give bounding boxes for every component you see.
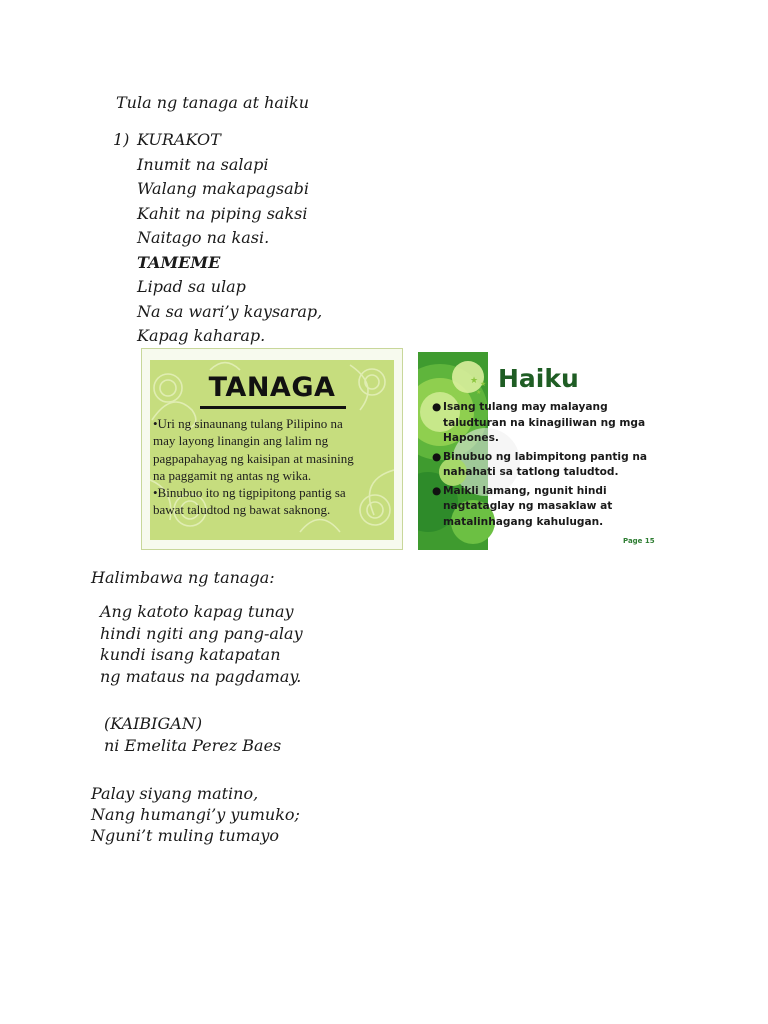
- svg-text:★: ★: [476, 389, 482, 396]
- list-number: 1): [113, 130, 130, 149]
- bullet-icon: ●: [432, 484, 442, 497]
- bullet-icon: ●: [432, 401, 442, 413]
- poem-kaibigan: [100, 601, 303, 687]
- haiku-bullet-item: [432, 484, 660, 531]
- poem-line: Palay siyang matino,: [91, 784, 259, 803]
- tanaga-description: [153, 415, 393, 519]
- poem-line: hindi ngiti ang pang-alay: [100, 623, 303, 643]
- poem-line: Ang katoto kapag tunay: [100, 602, 294, 621]
- poem-line: Lipad sa ulap: [137, 277, 246, 296]
- poem-kurakot-tameme: [137, 128, 322, 349]
- poem-credit-title: (KAIBIGAN): [104, 714, 203, 733]
- document-title: Tula ng tanaga at haiku: [116, 93, 310, 112]
- poem-credit: [104, 713, 281, 756]
- poem-line: KURAKOT: [137, 130, 221, 149]
- poem-line: Inumit na salapi: [137, 154, 269, 174]
- poem-subtitle: TAMEME: [137, 252, 221, 272]
- tanaga-title: TANAGA: [208, 372, 336, 403]
- haiku-line: nahahati sa tatlong taludtod.: [443, 466, 619, 478]
- poem-line: Na sa wari’y kaysarap,: [137, 301, 323, 321]
- poem-line: Kahit na piping saksi: [137, 203, 308, 223]
- page-number-label: Page 15: [623, 537, 655, 545]
- tanaga-slide-panel: [150, 360, 394, 540]
- tanaga-title-underline: [200, 406, 346, 409]
- haiku-line: Isang tulang may malayang: [443, 401, 608, 413]
- tanaga-line: pagpapahayag ng kaisipan at masining: [153, 450, 354, 466]
- haiku-bullet-item: [432, 400, 660, 447]
- poem-line: Kapag kaharap.: [137, 326, 266, 345]
- tanaga-line: bawat taludtod ng bawat saknong.: [153, 502, 331, 518]
- poem-line: Nguni’t muling tumayo: [91, 826, 280, 845]
- haiku-slide-image: [418, 352, 662, 550]
- poem-line: Naitago na kasi.: [137, 228, 270, 247]
- tanaga-line: •Uri ng sinaunang tulang Pilipino na: [153, 416, 343, 431]
- svg-text:★: ★: [470, 376, 479, 386]
- poem-line: Nang humangi’y yumuko;: [91, 805, 300, 824]
- haiku-line: taludturan na kinagiliwan ng mga: [443, 416, 646, 429]
- poem-palay: [91, 783, 300, 846]
- haiku-line: matalinhagang kahulugan.: [443, 515, 604, 528]
- poem-credit-author: ni Emelita Perez Baes: [104, 735, 282, 755]
- haiku-line: Hapones.: [443, 432, 499, 444]
- poem-line: Walang makapagsabi: [137, 179, 309, 198]
- tanaga-slide-image: [141, 348, 403, 550]
- tanaga-line: may layong linangin ang lalim ng: [153, 433, 329, 449]
- haiku-line: nagtataglay ng masaklaw at: [443, 500, 613, 512]
- haiku-line: Maikli lamang, ngunit hindi: [443, 484, 607, 497]
- poem-line: kundi isang katapatan: [100, 645, 281, 664]
- haiku-line: Binubuo ng labimpitong pantig na: [443, 450, 648, 463]
- example-heading: Halimbawa ng tanaga:: [91, 568, 275, 587]
- tanaga-line: •Binubuo ito ng tigpipitong pantig sa: [153, 485, 346, 501]
- tanaga-line: na paggamit ng antas ng wika.: [153, 467, 312, 483]
- haiku-bullet-item: [432, 450, 660, 481]
- haiku-title: Haiku: [498, 364, 579, 393]
- poem-line: ng mataus na pagdamay.: [100, 666, 302, 686]
- bullet-icon: ●: [432, 450, 442, 463]
- haiku-bullet-list: [432, 400, 660, 533]
- svg-text:★: ★: [480, 380, 487, 388]
